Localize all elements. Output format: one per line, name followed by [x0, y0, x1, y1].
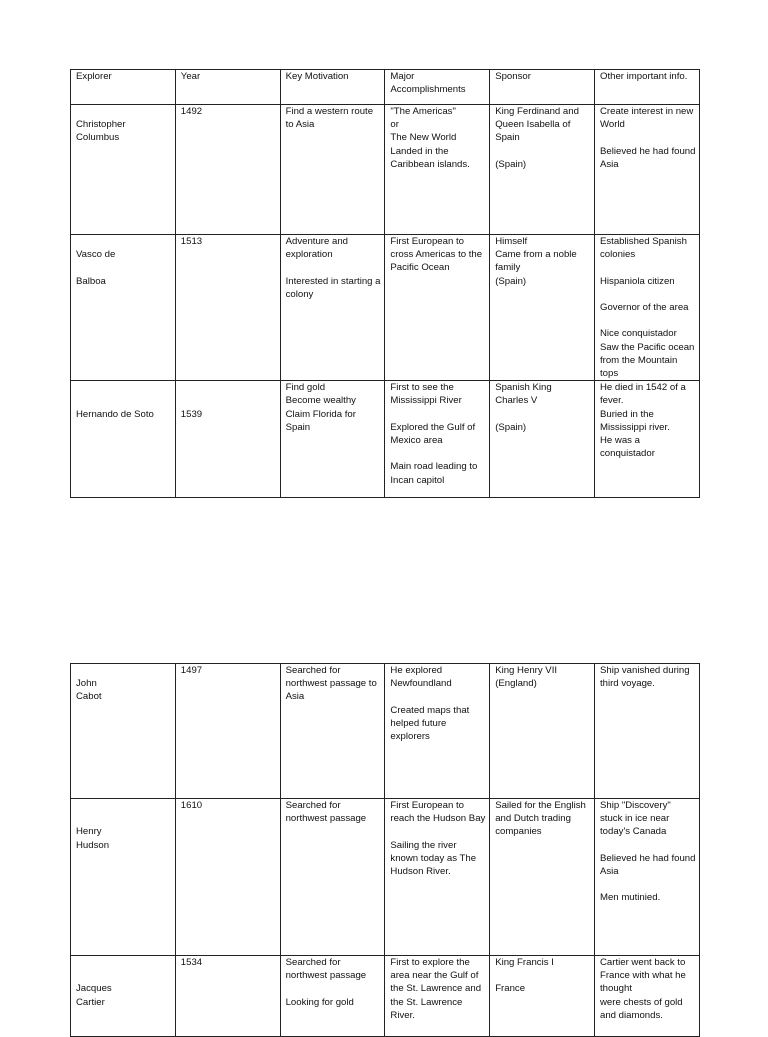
explorer-cell: Henry Hudson	[71, 799, 176, 956]
motivation-cell: Find gold Become wealthy Claim Florida for Spain	[280, 381, 385, 498]
table-row	[71, 235, 700, 381]
explorer-cell: Hernando de Soto	[71, 381, 176, 498]
accomplishments-cell: He explored Newfoundland Created maps that helped future explorers	[385, 664, 490, 799]
header-other-info: Other important info.	[594, 70, 699, 105]
motivation-cell: Find a western route to Asia	[280, 105, 385, 235]
other-info-cell: Ship "Discovery" stuck in ice near today's Canada Believed he had found Asia Men mutinied.	[594, 799, 699, 956]
header-year: Year	[175, 70, 280, 105]
sponsor-cell: King Ferdinand and Queen Isabella of Spain (Spain)	[490, 105, 595, 235]
other-info-cell: Cartier went back to France with what he thought were chests of gold and diamonds.	[594, 956, 699, 1037]
table-row	[71, 956, 700, 1037]
year-cell: 1534	[175, 956, 280, 1037]
header-key-motivation: Key Motivation	[280, 70, 385, 105]
year-cell: 1513	[175, 235, 280, 381]
sponsor-cell: Himself Came from a noble family (Spain)	[490, 235, 595, 381]
explorer-cell: John Cabot	[71, 664, 176, 799]
table-row	[71, 664, 700, 799]
sponsor-cell: Spanish King Charles V (Spain)	[490, 381, 595, 498]
accomplishments-cell: First to explore the area near the Gulf of the St. Lawrence and the St. Lawrence River.	[385, 956, 490, 1037]
accomplishments-cell: First European to cross Americas to the Pacific Ocean	[385, 235, 490, 381]
explorer-cell: Vasco de Balboa	[71, 235, 176, 381]
sponsor-cell: Sailed for the English and Dutch trading companies	[490, 799, 595, 956]
explorers-table-1	[70, 69, 700, 498]
accomplishments-cell: First European to reach the Hudson Bay Sailing the river known today as The Hudson River.	[385, 799, 490, 956]
other-info-cell: He died in 1542 of a fever. Buried in the Mississippi river. He was a conquistador	[594, 381, 699, 498]
motivation-cell: Searched for northwest passage Looking for gold	[280, 956, 385, 1037]
year-cell: 1492	[175, 105, 280, 235]
explorer-cell: Jacques Cartier	[71, 956, 176, 1037]
year-cell: 1610	[175, 799, 280, 956]
sponsor-cell: King Francis I France	[490, 956, 595, 1037]
header-row	[71, 70, 700, 105]
year-cell: 1497	[175, 664, 280, 799]
motivation-cell: Adventure and exploration Interested in starting a colony	[280, 235, 385, 381]
sponsor-cell: King Henry VII (England)	[490, 664, 595, 799]
header-explorer: Explorer	[71, 70, 176, 105]
accomplishments-cell: First to see the Mississippi River Explored the Gulf of Mexico area Main road leading to Incan capitol	[385, 381, 490, 498]
explorers-table-2	[70, 663, 700, 1037]
table-row	[71, 105, 700, 235]
table-row	[71, 381, 700, 498]
accomplishments-cell: "The Americas" or The New World Landed in the Caribbean islands.	[385, 105, 490, 235]
header-sponsor: Sponsor	[490, 70, 595, 105]
other-info-cell: Create interest in new World Believed he had found Asia	[594, 105, 699, 235]
year-cell: 1539	[175, 381, 280, 498]
header-major-accomplishments: Major Accomplishments	[385, 70, 490, 105]
table-row	[71, 799, 700, 956]
explorer-cell: Christopher Columbus	[71, 105, 176, 235]
other-info-cell: Ship vanished during third voyage.	[594, 664, 699, 799]
motivation-cell: Searched for northwest passage to Asia	[280, 664, 385, 799]
motivation-cell: Searched for northwest passage	[280, 799, 385, 956]
other-info-cell: Established Spanish colonies Hispaniola citizen Governor of the area Nice conquistador Saw the Pacific ocean from the Mountain tops	[594, 235, 699, 381]
